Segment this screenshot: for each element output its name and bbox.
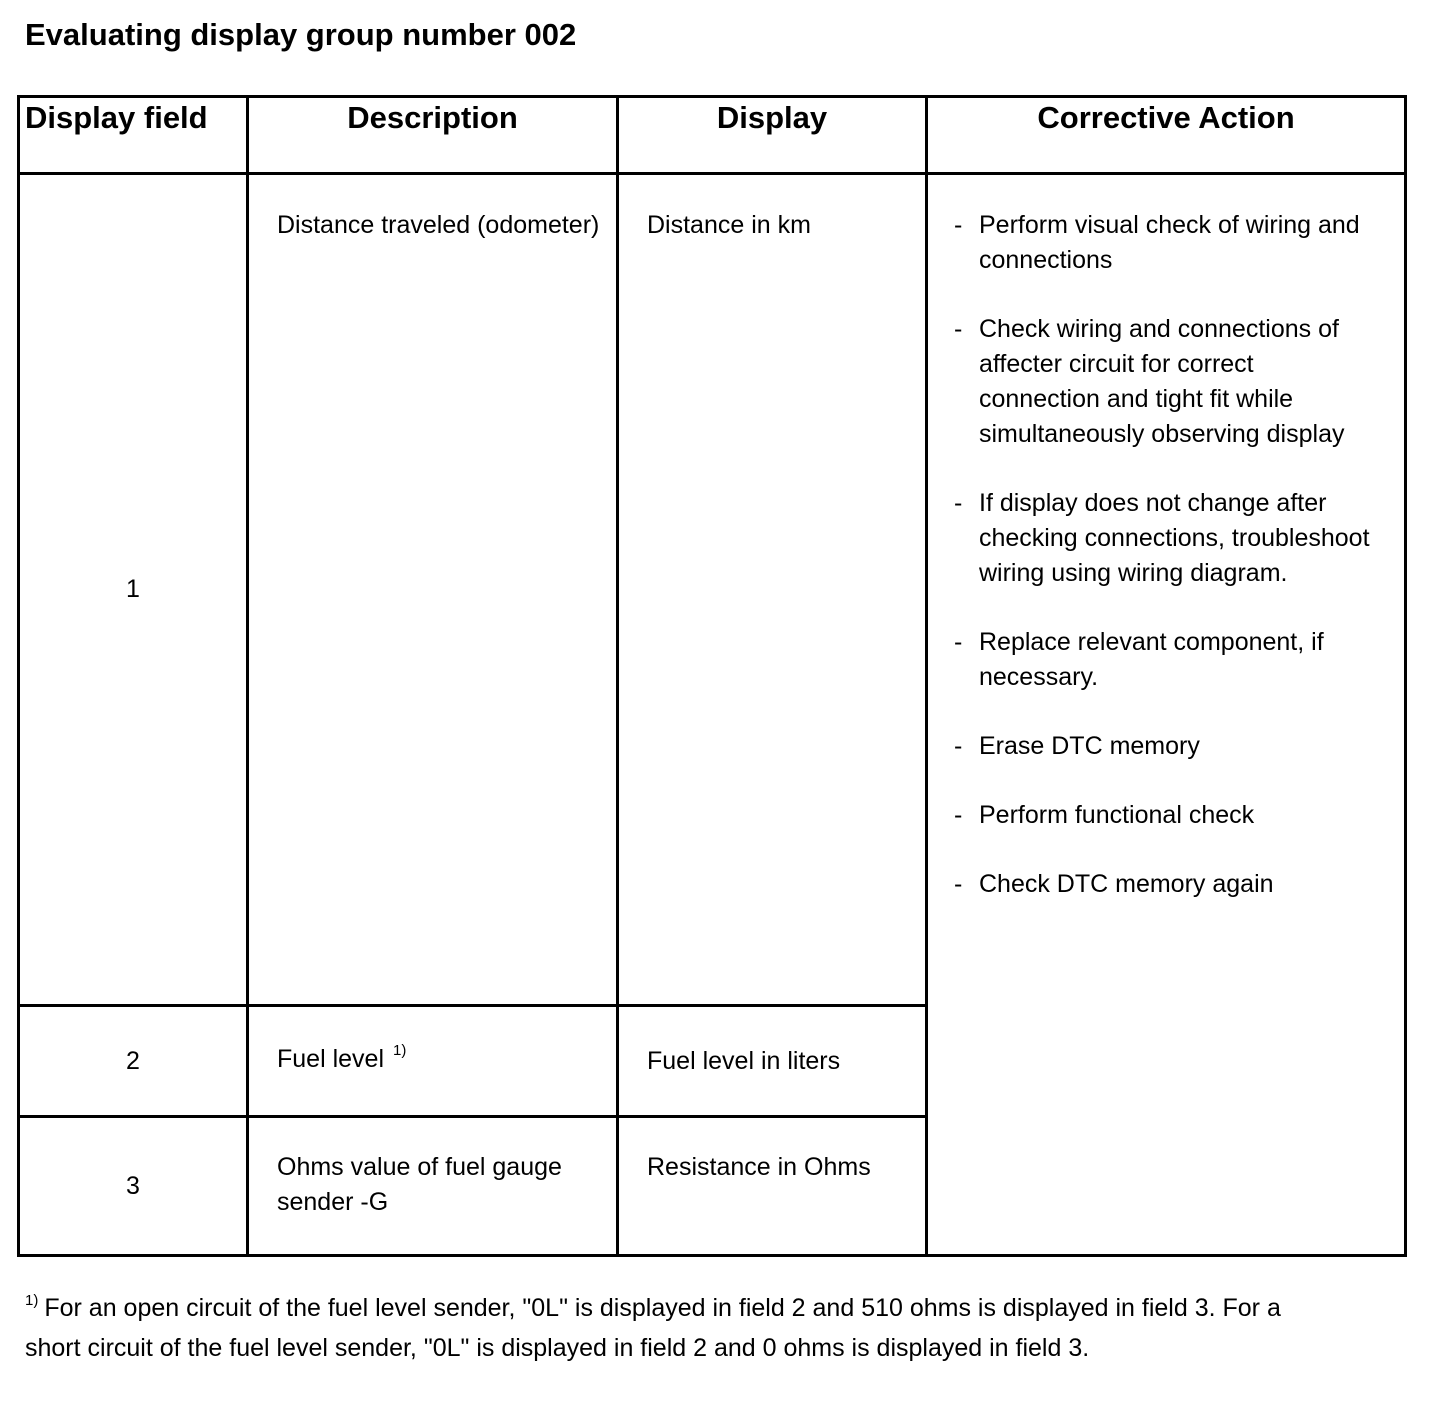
- header-description: Description: [248, 97, 618, 174]
- corrective-action-text: Check wiring and connections of affecter circuit for correct connection and tight fit while simultaneously observing display: [979, 315, 1345, 448]
- table-row: [19, 174, 1406, 1006]
- display-cell: Distance in km: [618, 174, 927, 1006]
- corrective-action-text: Check DTC memory again: [979, 870, 1274, 898]
- corrective-action-text: If display does not change after checking connections, troubleshoot wiring using wiring diagram.: [979, 489, 1370, 587]
- footnote-text: For an open circuit of the fuel level sender, "0L" is displayed in field 2 and 510 ohms is displayed in field 3. For a short circuit of the fuel level sender, "0L" is displayed in field 2 and 0 ohms is displayed in field 3.: [25, 1294, 1281, 1362]
- page-title: Evaluating display group number 002: [25, 17, 577, 52]
- display-cell: Resistance in Ohms: [618, 1117, 927, 1256]
- dash-bullet: -: [954, 801, 963, 829]
- list-item: [954, 208, 1374, 278]
- description-text: Fuel level: [277, 1045, 384, 1073]
- list-item: [954, 729, 1374, 764]
- list-item: [954, 625, 1374, 695]
- display-field-number: 2: [19, 1006, 248, 1117]
- dash-bullet: -: [954, 628, 963, 656]
- description-cell: Ohms value of fuel gauge sender -G: [248, 1117, 618, 1256]
- display-field-number: 3: [19, 1117, 248, 1256]
- display-cell: Fuel level in liters: [618, 1006, 927, 1117]
- description-cell: Distance traveled (odometer): [248, 174, 618, 1006]
- list-item: [954, 312, 1374, 452]
- footnote-marker: 1): [25, 1292, 39, 1309]
- footnote: [25, 1290, 1325, 1366]
- corrective-action-text: Replace relevant component, if necessary.: [979, 628, 1324, 691]
- corrective-action-list: [954, 208, 1374, 902]
- corrective-action-text: Perform functional check: [979, 801, 1255, 829]
- header-display-field: Display field: [19, 97, 248, 174]
- list-item: [954, 867, 1374, 902]
- corrective-action-cell: [927, 174, 1406, 1256]
- footnote-reference: 1): [393, 1042, 407, 1059]
- corrective-action-text: Perform visual check of wiring and connections: [979, 211, 1360, 274]
- table-header-row: [19, 97, 1406, 174]
- list-item: [954, 486, 1374, 591]
- dash-bullet: -: [954, 732, 963, 760]
- display-group-table: [17, 95, 1407, 1257]
- display-field-number: 1: [19, 174, 248, 1006]
- list-item: [954, 798, 1374, 833]
- dash-bullet: -: [954, 870, 963, 898]
- description-cell: [248, 1006, 618, 1117]
- dash-bullet: -: [954, 489, 963, 517]
- dash-bullet: -: [954, 211, 963, 239]
- corrective-action-text: Erase DTC memory: [979, 732, 1200, 760]
- header-corrective-action: Corrective Action: [927, 97, 1406, 174]
- header-display: Display: [618, 97, 927, 174]
- dash-bullet: -: [954, 315, 963, 343]
